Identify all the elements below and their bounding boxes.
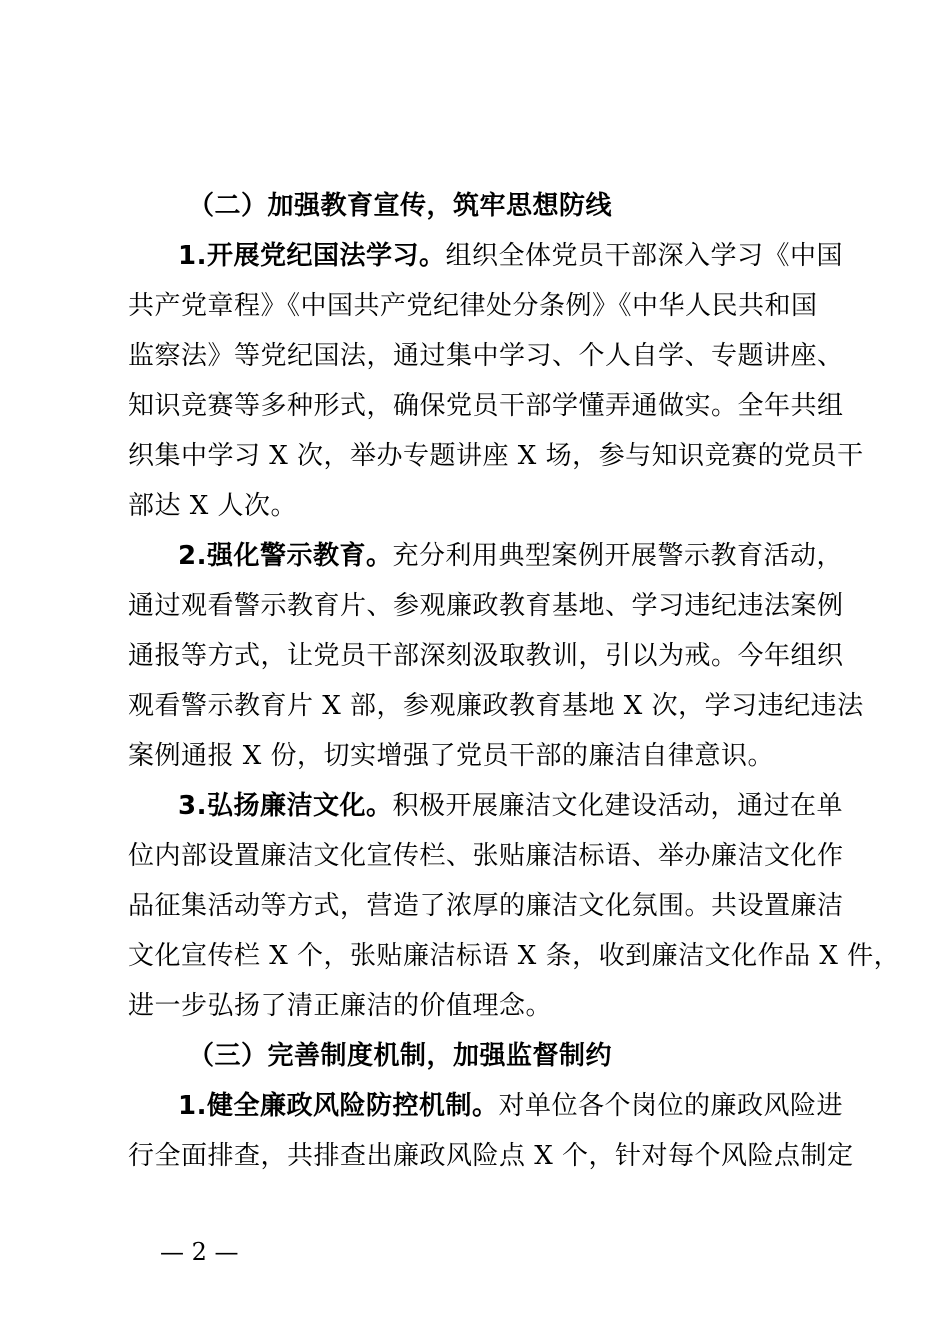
paragraph-1-text: 组织全体党员干部深入学习《中国	[445, 241, 843, 271]
paragraph-1-line-2: 共产党章程》《中国共产党纪律处分条例》《中华人民共和国	[128, 291, 818, 321]
paragraph-4-lead: 1.健全廉政风险防控机制。	[178, 1091, 499, 1121]
paragraph-2-text: 充分利用典型案例开展警示教育活动，	[392, 541, 843, 571]
paragraph-2-lead: 2.强化警示教育。	[178, 541, 393, 571]
paragraph-4-line-1	[178, 1091, 843, 1121]
paragraph-3-line-4: 文化宣传栏 X 个，张贴廉洁标语 X 条，收到廉洁文化作品 X 件，	[128, 941, 901, 971]
page-number: — 2 —	[160, 1238, 239, 1266]
paragraph-3-line-2: 位内部设置廉洁文化宣传栏、张贴廉洁标语、举办廉洁文化作	[128, 841, 844, 871]
paragraph-1-lead: 1.开展党纪国法学习。	[178, 241, 446, 271]
paragraph-1-line-3: 监察法》等党纪国法，通过集中学习、个人自学、专题讲座、	[128, 341, 844, 371]
paragraph-1-line-6: 部达 X 人次。	[128, 491, 298, 521]
section-heading-3: （三）完善制度机制，加强监督制约	[188, 1041, 613, 1071]
paragraph-3-line-5: 进一步弘扬了清正廉洁的价值理念。	[128, 991, 553, 1021]
paragraph-1-line-4: 知识竞赛等多种形式，确保党员干部学懂弄通做实。全年共组	[128, 391, 844, 421]
paragraph-4-text: 对单位各个岗位的廉政风险进	[498, 1091, 843, 1121]
paragraph-2-line-4: 观看警示教育片 X 部，参观廉政教育基地 X 次，学习违纪违法	[128, 691, 864, 721]
paragraph-4-line-2: 行全面排查，共排查出廉政风险点 X 个，针对每个风险点制定	[128, 1141, 854, 1171]
paragraph-1-line-1	[178, 241, 843, 271]
section-heading-2: （二）加强教育宣传，筑牢思想防线	[188, 191, 613, 221]
paragraph-3-line-3: 品征集活动等方式，营造了浓厚的廉洁文化氛围。共设置廉洁	[128, 891, 844, 921]
paragraph-2-line-5: 案例通报 X 份，切实增强了党员干部的廉洁自律意识。	[128, 741, 775, 771]
paragraph-2-line-1	[178, 541, 843, 571]
paragraph-2-line-2: 通过观看警示教育片、参观廉政教育基地、学习违纪违法案例	[128, 591, 844, 621]
paragraph-3-text: 积极开展廉洁文化建设活动，通过在单	[392, 791, 843, 821]
paragraph-3-line-1	[178, 791, 843, 821]
paragraph-1-line-5: 织集中学习 X 次，举办专题讲座 X 场，参与知识竞赛的党员干	[128, 441, 864, 471]
paragraph-2-line-3: 通报等方式，让党员干部深刻汲取教训，引以为戒。今年组织	[128, 641, 844, 671]
paragraph-3-lead: 3.弘扬廉洁文化。	[178, 791, 393, 821]
